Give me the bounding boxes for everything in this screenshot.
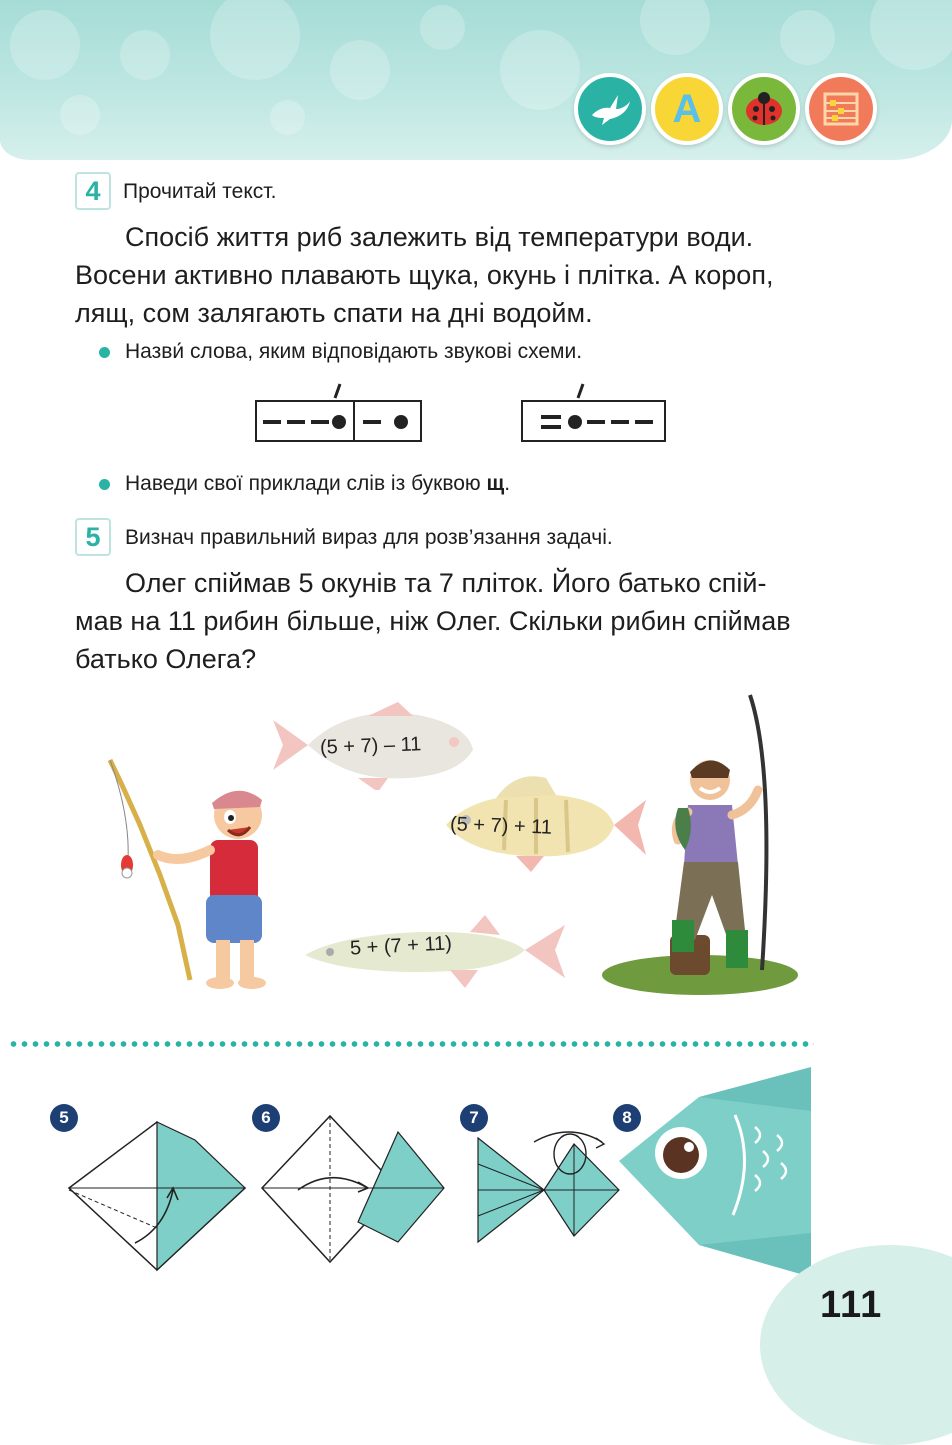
letter-a-icon	[651, 73, 723, 145]
text-line-2: Восени активно плавають щука, окунь і плітка. А короп,	[75, 260, 774, 290]
task-4-number: 4	[75, 172, 111, 210]
text-line-2: мав на 11 рибин більше, ніж Олег. Скільки рибин спіймав	[75, 606, 791, 636]
dotted-divider	[8, 1040, 814, 1048]
sound-scheme-2	[521, 400, 666, 442]
expression-2[interactable]: (5 + 7) + 11	[449, 813, 553, 839]
ladybug-icon	[728, 73, 800, 145]
text-line	[75, 218, 850, 256]
task-5-number: 5	[75, 518, 111, 556]
text-line-3: батько Олега?	[75, 644, 257, 674]
bullet-2-text: Наведи свої приклади слів із буквою	[125, 472, 487, 495]
abacus-icon	[805, 73, 877, 145]
task-4-instruction: Прочитай текст.	[123, 180, 277, 203]
expression-3[interactable]: 5 + (7 + 11)	[349, 932, 453, 960]
task-4-bullet-1: Назви́ слова, яким відповідають звукові схеми.	[125, 340, 583, 363]
man-fishing-illustration	[600, 690, 800, 1000]
step-7-badge: 7	[460, 1104, 488, 1132]
page-header	[0, 0, 952, 160]
sound-scheme-1	[255, 400, 422, 442]
step-5-badge: 5	[50, 1104, 78, 1132]
bird-icon	[574, 73, 646, 145]
stress-mark	[574, 382, 586, 400]
step-8-badge: 8	[613, 1104, 641, 1132]
text-line-1: Олег спіймав 5 окунів та 7 пліток. Його батько спій-	[125, 568, 767, 598]
origami-fish-final	[615, 1065, 815, 1280]
task-5-text	[75, 564, 850, 678]
step-6-badge: 6	[252, 1104, 280, 1132]
bullet-dot	[99, 347, 110, 358]
origami-step-5	[65, 1118, 250, 1278]
origami-step-7	[474, 1124, 624, 1254]
bullet-2-end: .	[504, 472, 511, 495]
text-line	[75, 564, 850, 602]
text-line-1: Спосіб життя риб залежить від температури води.	[125, 222, 754, 252]
origami-step-6	[258, 1112, 448, 1272]
bullet-2-letter: щ	[486, 472, 505, 495]
bullet-dot	[99, 479, 110, 490]
task-4-bullet-2	[125, 472, 510, 496]
text-line-3: лящ, сом залягають спати на дні водойм.	[75, 298, 593, 328]
task-4-text	[75, 218, 850, 332]
task-5-instruction: Визнач правильний вираз для розв’язання задачі.	[125, 526, 613, 549]
expression-1[interactable]: (5 + 7) – 11	[319, 733, 422, 759]
stress-mark	[331, 382, 343, 400]
letter-a-glyph: A	[672, 86, 702, 131]
page-number: 111	[820, 1284, 883, 1326]
boy-fishing-illustration	[100, 755, 270, 995]
